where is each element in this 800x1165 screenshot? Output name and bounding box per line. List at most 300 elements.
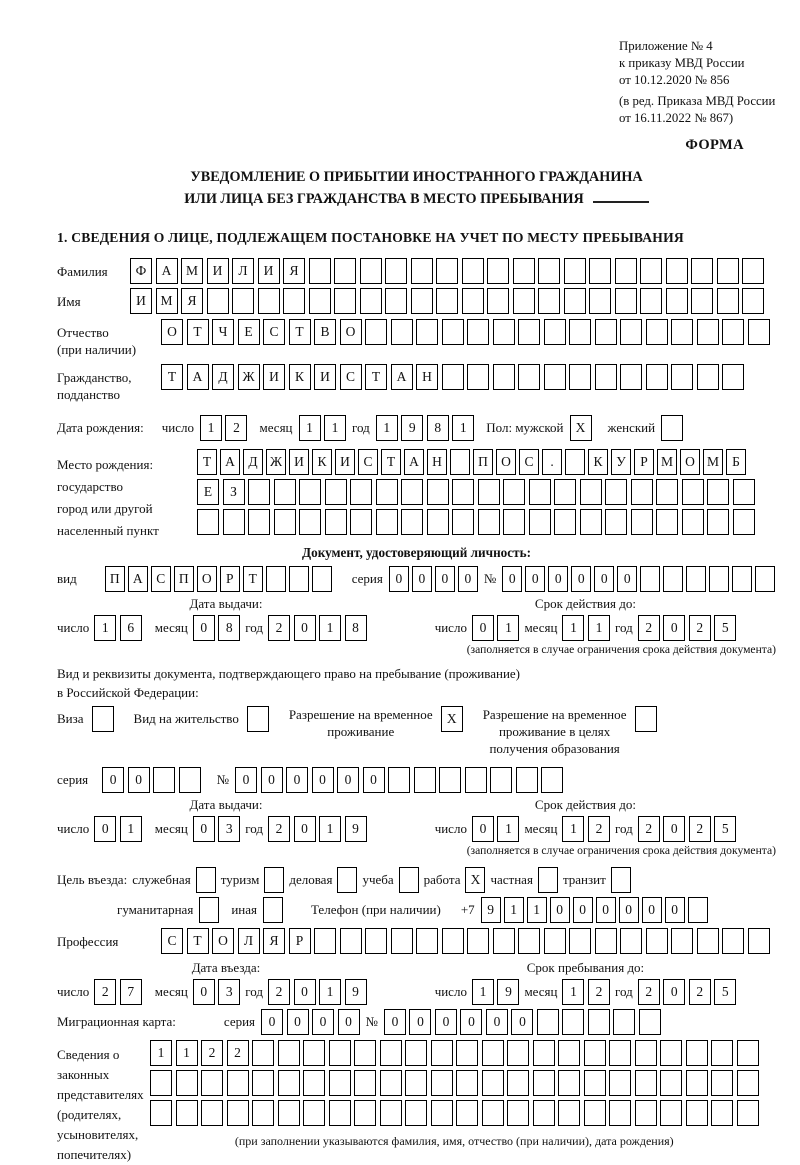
section1-title: 1. СВЕДЕНИЯ О ЛИЦЕ, ПОДЛЕЖАЩЕМ ПОСТАНОВКЕ НА УЧЕТ ПО МЕСТУ ПРЕБЫВАНИЯ	[57, 230, 684, 245]
birth-place-cell	[248, 509, 270, 535]
profession-cell	[671, 928, 693, 954]
profession-cell	[442, 928, 464, 954]
name-cell	[258, 288, 280, 314]
year-label: год	[352, 420, 370, 435]
surname-row	[57, 258, 776, 284]
entry-day-cell: 2	[94, 979, 116, 1005]
name-label: Имя	[57, 294, 81, 309]
migration-card-row	[57, 1009, 776, 1035]
surname-cell: И	[258, 258, 280, 284]
birth-place-cell	[631, 479, 653, 505]
name-cell	[513, 288, 535, 314]
year-label: год	[614, 821, 633, 836]
surname-cell	[360, 258, 382, 284]
id-issue-year	[268, 615, 367, 641]
phone-prefix: +7	[460, 902, 475, 917]
citizenship-cell	[620, 364, 642, 390]
phone-cell: 0	[619, 897, 639, 923]
right-number-field	[235, 767, 563, 793]
temp-residence-edu-checkbox-cell	[635, 706, 657, 732]
birth-day-cell: 1	[200, 415, 222, 441]
birth-date-row	[57, 415, 776, 441]
birth-place-cell: С	[358, 449, 378, 475]
surname-cell	[334, 258, 356, 284]
birth-place-cell	[478, 479, 500, 505]
citizenship-cell: И	[314, 364, 336, 390]
right-issue-month	[193, 816, 241, 842]
id-valid-month	[562, 615, 610, 641]
right-valid-year-cell: 2	[638, 816, 660, 842]
name-cell	[334, 288, 356, 314]
purpose-commercial-label: деловая	[289, 872, 333, 887]
right-seriya-cell: 0	[128, 767, 150, 793]
doc-type-cell: П	[174, 566, 194, 592]
representatives-cell	[380, 1070, 402, 1096]
phone-cell: 0	[596, 897, 616, 923]
citizenship-cell	[671, 364, 693, 390]
birth-place-cell: Е	[197, 479, 219, 505]
representatives-cell	[558, 1040, 580, 1066]
doc-number-cell	[709, 566, 729, 592]
representatives-cell	[686, 1100, 708, 1126]
representatives-cell	[227, 1100, 249, 1126]
patronymic-cell: Т	[187, 319, 209, 345]
purpose-humanitarian-checkbox	[199, 897, 219, 923]
name-cell	[360, 288, 382, 314]
patronymic-cell: Ч	[212, 319, 234, 345]
right-number-cell: 0	[363, 767, 385, 793]
birth-place-cell: А	[220, 449, 240, 475]
representatives-cell	[329, 1100, 351, 1126]
surname-cell	[564, 258, 586, 284]
birth-place-cell	[733, 479, 755, 505]
form-title-line2-wrap	[57, 188, 776, 210]
profession-cell	[569, 928, 591, 954]
name-cell: Я	[181, 288, 203, 314]
birth-place-cell: Т	[197, 449, 217, 475]
validity-note: (заполняется в случае ограничения срока действия документа)	[466, 844, 776, 857]
right-valid-day-cell: 1	[497, 816, 519, 842]
right-valid-year-cell: 5	[714, 816, 736, 842]
profession-cell: С	[161, 928, 183, 954]
patronymic-cell	[671, 319, 693, 345]
right-issue-month-cell: 0	[193, 816, 215, 842]
birth-place-cell	[452, 479, 474, 505]
representatives-cell	[711, 1040, 733, 1066]
migration-number-cell	[639, 1009, 661, 1035]
citizenship-cell: Д	[212, 364, 234, 390]
representatives-cell	[456, 1070, 478, 1096]
birth-place-cell	[223, 509, 245, 535]
phone-field	[481, 897, 708, 923]
temp-residence-checkbox	[441, 706, 463, 732]
birth-place-cell	[529, 509, 551, 535]
representatives-cell	[507, 1070, 529, 1096]
representatives-cell	[686, 1070, 708, 1096]
month-label: месяц	[524, 984, 558, 999]
citizenship-cell	[442, 364, 464, 390]
representatives-cell	[431, 1040, 453, 1066]
phone-cell: 1	[527, 897, 547, 923]
entry-date-col	[57, 960, 395, 1005]
id-issue-year-cell: 8	[345, 615, 367, 641]
id-issue-date	[57, 615, 395, 641]
seriya-label: серия	[57, 772, 89, 787]
purpose-private-checkbox	[538, 867, 558, 893]
representatives-note: (при заполнении указываются фамилия, имя, отчество (при наличии), дата рождения)	[234, 1134, 674, 1148]
patronymic-cell	[493, 319, 515, 345]
surname-cell	[513, 258, 535, 284]
birth-place-cell: И	[335, 449, 355, 475]
birth-place-cell: Б	[726, 449, 746, 475]
surname-cell	[742, 258, 764, 284]
doc-number-cell	[755, 566, 775, 592]
profession-cell	[391, 928, 413, 954]
visa-checkbox-cell	[92, 706, 114, 732]
purpose-humanitarian-label: гуманитарная	[117, 902, 194, 917]
migration-seriya-cell: 0	[261, 1009, 283, 1035]
profession-cell	[620, 928, 642, 954]
birth-month-cell: 1	[299, 415, 321, 441]
validity-note: (заполняется в случае ограничения срока действия документа)	[466, 643, 776, 656]
form-word-label: ФОРМА	[685, 137, 744, 153]
representatives-cell	[635, 1040, 657, 1066]
right-number-cell: 0	[286, 767, 308, 793]
purpose-other-checkbox	[263, 897, 283, 923]
profession-field	[161, 928, 770, 954]
surname-cell	[309, 258, 331, 284]
representatives-cell	[711, 1070, 733, 1096]
id-issue-year-cell: 1	[319, 615, 341, 641]
patronymic-cell	[697, 319, 719, 345]
appendix-block	[619, 38, 776, 127]
representatives-cell	[558, 1070, 580, 1096]
right-number-cell: 0	[312, 767, 334, 793]
representatives-cell	[329, 1040, 351, 1066]
patronymic-cell: Е	[238, 319, 260, 345]
valid-until-heading: Срок действия до:	[534, 596, 636, 611]
purpose-tourism-checkbox	[264, 867, 284, 893]
birth-place-cell: А	[404, 449, 424, 475]
visa-checkbox	[92, 706, 114, 732]
patronymic-cell	[365, 319, 387, 345]
representatives-line3	[150, 1100, 759, 1126]
migration-number-cell: 0	[409, 1009, 431, 1035]
id-valid-month-cell: 1	[588, 615, 610, 641]
seriya-label: серия	[351, 571, 383, 586]
form-title	[57, 166, 776, 210]
birth-place-cell	[401, 479, 423, 505]
stay-day-cell: 1	[472, 979, 494, 1005]
patronymic-cell	[722, 319, 744, 345]
name-cell	[666, 288, 688, 314]
doc-seriya-cell: 0	[412, 566, 432, 592]
purpose-private-label: частная	[490, 872, 533, 887]
representatives-cell	[278, 1100, 300, 1126]
representatives-cell	[380, 1040, 402, 1066]
citizenship-cell	[595, 364, 617, 390]
profession-cell	[646, 928, 668, 954]
stay-month-cell: 2	[588, 979, 610, 1005]
appendix-line: Приложение № 4	[619, 39, 713, 53]
representatives-cell	[737, 1100, 759, 1126]
day-label: число	[434, 984, 467, 999]
representatives-cell	[405, 1070, 427, 1096]
representatives-cell	[584, 1100, 606, 1126]
representatives-cell	[507, 1040, 529, 1066]
citizenship-cell: Ж	[238, 364, 260, 390]
sex-male-checkbox	[570, 415, 592, 441]
representatives-cell	[660, 1070, 682, 1096]
citizenship-cell	[646, 364, 668, 390]
id-issue-year-cell: 2	[268, 615, 290, 641]
patronymic-cell	[391, 319, 413, 345]
representatives-cell	[686, 1040, 708, 1066]
appendix-amendment-line: (в ред. Приказа МВД России	[619, 94, 776, 108]
representatives-cell	[482, 1070, 504, 1096]
birth-place-cell	[299, 479, 321, 505]
stay-until-col	[395, 960, 776, 1005]
temp-residence-edu-option	[483, 706, 657, 757]
citizenship-cell	[493, 364, 515, 390]
appendix-line: от 10.12.2020 № 856	[619, 73, 730, 87]
issue-date-heading: Дата выдачи:	[189, 596, 263, 611]
birth-place-cell: Ж	[266, 449, 286, 475]
id-issue-day-cell: 1	[94, 615, 116, 641]
representatives-cell	[278, 1040, 300, 1066]
patronymic-label: Отчество (при наличии)	[57, 325, 137, 357]
surname-label: Фамилия	[57, 264, 108, 279]
id-valid-year-cell: 5	[714, 615, 736, 641]
surname-cell	[462, 258, 484, 284]
stay-year-cell: 0	[663, 979, 685, 1005]
right-issue-year	[268, 816, 367, 842]
representatives-cell	[354, 1070, 376, 1096]
profession-cell: Т	[187, 928, 209, 954]
birth-place-cell: С	[519, 449, 539, 475]
surname-cell: Я	[283, 258, 305, 284]
sex-female-checkbox-cell	[661, 415, 683, 441]
citizenship-cell	[467, 364, 489, 390]
entry-day	[94, 979, 142, 1005]
right-valid-year-cell: 0	[663, 816, 685, 842]
birth-place-line1	[197, 449, 755, 475]
patronymic-cell	[467, 319, 489, 345]
profession-cell: Л	[238, 928, 260, 954]
representatives-cell: 1	[150, 1040, 172, 1066]
representatives-cell	[711, 1100, 733, 1126]
entry-day-cell: 7	[120, 979, 142, 1005]
month-label: месяц	[154, 984, 188, 999]
name-cell	[207, 288, 229, 314]
day-label: число	[57, 620, 90, 635]
temp-residence-edu-label: Разрешение на временное проживание в целях получения образования	[482, 707, 627, 756]
doc-type-cell	[312, 566, 332, 592]
title-blank-line	[593, 188, 649, 203]
doc-number-cell: 0	[594, 566, 614, 592]
representatives-cell	[354, 1100, 376, 1126]
doc-type-cell: Р	[220, 566, 240, 592]
right-seriya-cell	[153, 767, 175, 793]
birth-place-fields	[197, 449, 755, 535]
citizenship-cell: К	[289, 364, 311, 390]
representatives-cell	[584, 1040, 606, 1066]
patronymic-cell	[620, 319, 642, 345]
representatives-cell	[635, 1070, 657, 1096]
birth-place-cell	[707, 509, 729, 535]
name-row	[57, 288, 776, 314]
entry-date	[57, 979, 395, 1005]
phone-cell: 0	[573, 897, 593, 923]
profession-cell	[544, 928, 566, 954]
name-cell	[232, 288, 254, 314]
birth-place-cell: .	[542, 449, 562, 475]
birth-place-cell	[248, 479, 270, 505]
representatives-cell	[456, 1100, 478, 1126]
name-cell	[742, 288, 764, 314]
birth-place-cell	[376, 509, 398, 535]
representatives-cell	[609, 1070, 631, 1096]
birth-year-field	[376, 415, 475, 441]
citizenship-cell: И	[263, 364, 285, 390]
representatives-cell	[278, 1070, 300, 1096]
month-label: месяц	[259, 420, 293, 435]
number-label: №	[483, 571, 497, 586]
doc-seriya-field	[389, 566, 478, 592]
birth-place-cell	[197, 509, 219, 535]
month-label: месяц	[154, 821, 188, 836]
right-issue-year-cell: 1	[319, 816, 341, 842]
phone-cell: 1	[504, 897, 524, 923]
entry-month	[193, 979, 241, 1005]
right-number-cell	[541, 767, 563, 793]
doc-type-cell: А	[128, 566, 148, 592]
right-number-cell: 0	[235, 767, 257, 793]
citizenship-cell: А	[391, 364, 413, 390]
birth-place-cell	[656, 479, 678, 505]
purpose-transit-label: транзит	[562, 872, 606, 887]
purpose-tourism-checkbox-cell	[264, 867, 284, 893]
name-cell	[589, 288, 611, 314]
representatives-cell: 2	[201, 1040, 223, 1066]
representatives-cell	[201, 1100, 223, 1126]
phone-cell: 0	[665, 897, 685, 923]
sex-male-checkbox-cell: X	[570, 415, 592, 441]
birth-place-cell	[707, 479, 729, 505]
citizenship-cell: С	[340, 364, 362, 390]
citizenship-row	[57, 364, 776, 403]
migration-number-cell: 0	[486, 1009, 508, 1035]
birth-place-cell	[565, 449, 585, 475]
right-number-cell	[465, 767, 487, 793]
sex-female-checkbox	[661, 415, 683, 441]
right-doc-seriya-row	[57, 767, 776, 793]
purpose-business-checkbox	[196, 867, 216, 893]
citizenship-cell: А	[187, 364, 209, 390]
surname-cell	[640, 258, 662, 284]
identity-doc-header: Документ, удостоверяющий личность:	[302, 545, 531, 560]
name-field	[130, 288, 764, 314]
doc-seriya-cell: 0	[435, 566, 455, 592]
representatives-cell	[533, 1100, 555, 1126]
citizenship-label: Гражданство, подданство	[57, 370, 132, 402]
doc-number-cell: 0	[525, 566, 545, 592]
profession-cell	[748, 928, 770, 954]
entry-month-cell: 0	[193, 979, 215, 1005]
birth-place-cell	[376, 479, 398, 505]
day-label: число	[57, 984, 90, 999]
id-valid-day-cell: 0	[472, 615, 494, 641]
right-valid-month-cell: 1	[562, 816, 584, 842]
patronymic-cell	[569, 319, 591, 345]
phone-cell: 0	[550, 897, 570, 923]
birth-place-cell	[401, 509, 423, 535]
right-issue-col	[57, 797, 395, 857]
purpose-business-checkbox-cell	[196, 867, 216, 893]
profession-cell	[518, 928, 540, 954]
seriya-label: серия	[223, 1014, 256, 1029]
residence-permit-checkbox	[247, 706, 269, 732]
birth-place-cell	[682, 509, 704, 535]
doc-type-cell	[289, 566, 309, 592]
temp-residence-option	[289, 706, 463, 740]
valid-until-heading: Срок действия до:	[534, 797, 636, 812]
patronymic-cell: С	[263, 319, 285, 345]
year-label: год	[614, 620, 633, 635]
id-issue-year-cell: 0	[294, 615, 316, 641]
phone-label: Телефон (при наличии)	[310, 902, 441, 917]
name-cell	[538, 288, 560, 314]
migration-seriya-cell: 0	[338, 1009, 360, 1035]
birth-place-cell: П	[473, 449, 493, 475]
purpose-humanitarian-checkbox-cell	[199, 897, 219, 923]
name-cell	[691, 288, 713, 314]
citizenship-field	[161, 364, 744, 390]
purpose-study-label: учеба	[362, 872, 394, 887]
name-cell	[385, 288, 407, 314]
surname-cell: М	[181, 258, 203, 284]
birth-place-cell	[733, 509, 755, 535]
birth-place-cell	[350, 479, 372, 505]
doc-number-cell	[640, 566, 660, 592]
day-label: число	[57, 821, 90, 836]
patronymic-cell: О	[340, 319, 362, 345]
representatives-cell	[150, 1070, 172, 1096]
id-issue-month-cell: 8	[218, 615, 240, 641]
patronymic-cell	[748, 319, 770, 345]
birth-place-cell	[656, 509, 678, 535]
patronymic-row	[57, 319, 776, 358]
representatives-cell	[431, 1070, 453, 1096]
entry-year-cell: 9	[345, 979, 367, 1005]
profession-row	[57, 928, 776, 954]
migration-number-cell	[588, 1009, 610, 1035]
citizenship-cell: Т	[161, 364, 183, 390]
birth-month-cell: 1	[324, 415, 346, 441]
profession-cell	[595, 928, 617, 954]
migration-number-cell	[613, 1009, 635, 1035]
birth-place-cell	[503, 479, 525, 505]
representatives-cell	[737, 1040, 759, 1066]
patronymic-cell: В	[314, 319, 336, 345]
identity-doc-dates	[57, 596, 776, 656]
surname-cell	[487, 258, 509, 284]
representatives-cell: 2	[227, 1040, 249, 1066]
doc-number-cell	[686, 566, 706, 592]
purpose-commercial-checkbox-cell	[337, 867, 357, 893]
representatives-cell	[584, 1070, 606, 1096]
representatives-cell	[405, 1040, 427, 1066]
